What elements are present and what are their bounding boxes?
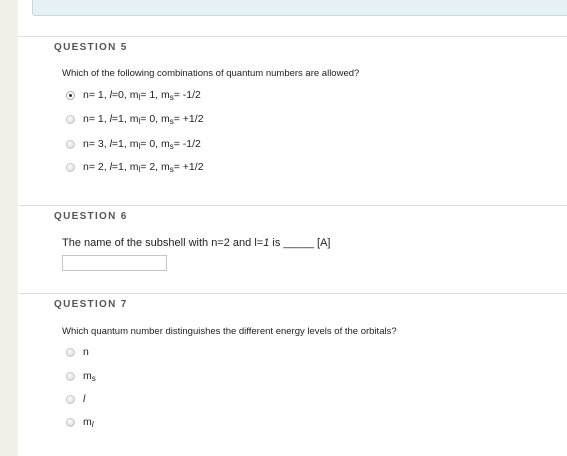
question-7-title: QUESTION 7 — [54, 299, 128, 310]
q7-option-4-label: $m_l$ — [83, 415, 94, 429]
q7-option-2[interactable] — [66, 369, 96, 383]
q5-option-2-label: n= 1, l=1, $m_l= 0$, $m_s= +1/2$ — [83, 112, 204, 126]
q5-option-3-label: n= 3, l=1, $m_l= 0$, $m_s= -1/2$ — [83, 137, 201, 151]
radio-icon[interactable] — [66, 395, 75, 404]
answer-input[interactable] — [62, 255, 167, 271]
radio-icon[interactable] — [66, 418, 75, 427]
q7-option-4[interactable] — [66, 415, 94, 429]
question-6-title: QUESTION 6 — [54, 211, 128, 222]
question-6-prompt: The name of the subshell with n=2 and l=1 is _____ [A] — [62, 237, 331, 249]
divider — [18, 293, 567, 294]
q5-option-1[interactable] — [66, 88, 201, 102]
q5-option-3[interactable] — [66, 137, 201, 151]
radio-icon[interactable] — [66, 115, 75, 124]
previous-question-box — [32, 0, 567, 16]
q5-option-2[interactable] — [66, 112, 204, 126]
divider — [18, 205, 567, 206]
radio-icon[interactable] — [66, 348, 75, 357]
question-7-prompt: Which quantum number distinguishes the different energy levels of the orbitals? — [62, 326, 397, 337]
left-margin-strip — [0, 0, 18, 456]
radio-selected-icon[interactable] — [66, 91, 75, 100]
divider — [18, 36, 567, 37]
q5-option-1-label: n= 1, l=0, $m_l= 1$, $m_s= -1/2$ — [83, 88, 201, 102]
radio-icon[interactable] — [66, 372, 75, 381]
question-5-prompt: Which of the following combinations of quantum numbers are allowed? — [62, 68, 360, 79]
q7-option-2-label: $m_s$ — [83, 369, 96, 383]
q7-option-1[interactable] — [66, 345, 89, 359]
q5-option-4[interactable] — [66, 160, 204, 174]
q7-option-3-label: l — [83, 392, 86, 405]
q5-option-4-label: n= 2, l=1, $m_l= 2$, $m_s= +1/2$ — [83, 160, 204, 174]
question-5-title: QUESTION 5 — [54, 42, 128, 53]
radio-icon[interactable] — [66, 163, 75, 172]
q7-option-3[interactable] — [66, 392, 85, 406]
q7-option-1-label: n — [83, 345, 89, 358]
radio-icon[interactable] — [66, 140, 75, 149]
